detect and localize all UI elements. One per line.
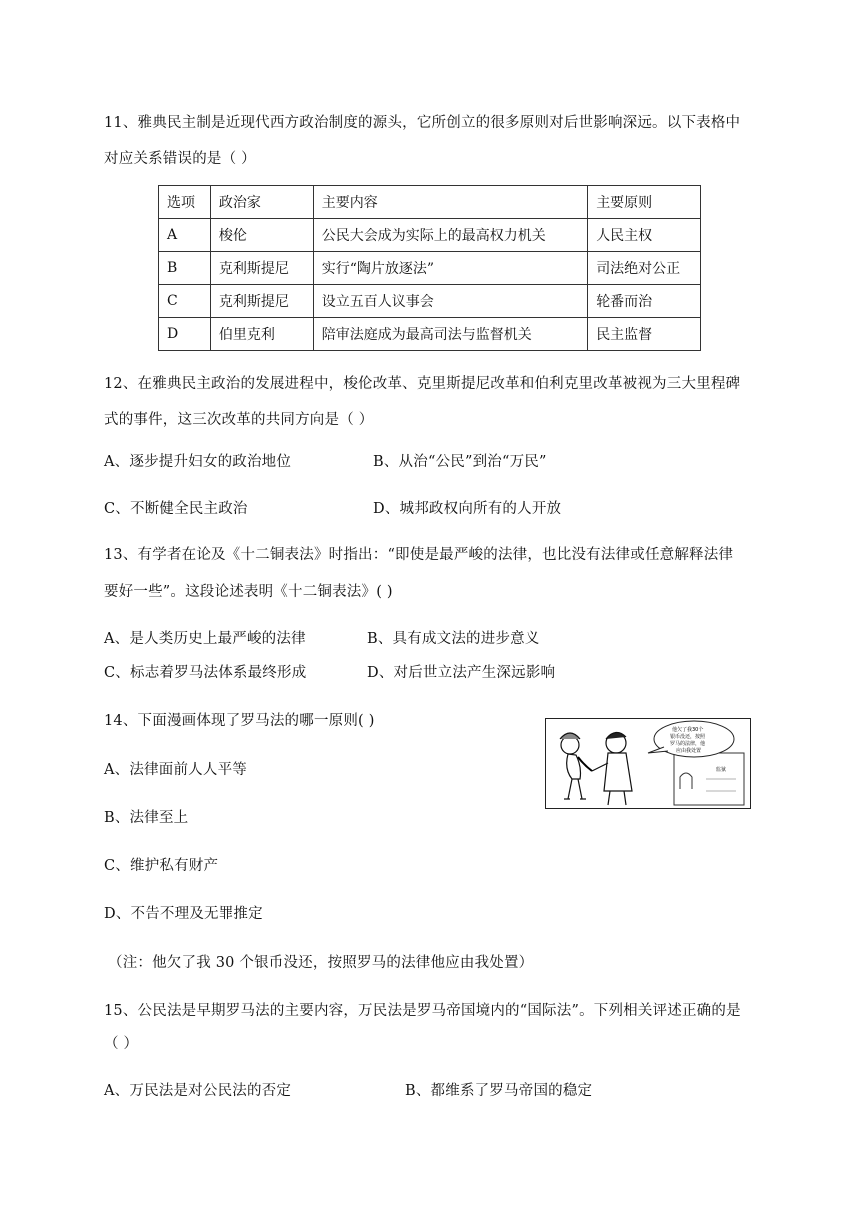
table-cell: 梭伦: [210, 219, 313, 252]
q13-stem-line1: 13、有学者在论及《十二铜表法》时指出：“即使是最严峻的法律，也比没有法律或任意解释法律: [104, 547, 734, 563]
table-header-row: [159, 186, 701, 219]
cartoon-bubble-line4: 应由我处置: [676, 748, 702, 754]
table-cell: 轮番而治: [588, 285, 701, 318]
q14-option-a[interactable]: A、法律面前人人平等: [104, 762, 247, 778]
q13-option-b[interactable]: B、具有成文法的进步意义: [367, 631, 540, 647]
q15-option-b[interactable]: B、都维系了罗马帝国的稳定: [405, 1083, 593, 1099]
q13-stem-line2: 要好一些”。这段论述表明《十二铜表法》( ): [104, 584, 393, 600]
table-cell: D: [159, 318, 211, 351]
table-header-cell: 主要内容: [313, 186, 587, 219]
q15-option-a[interactable]: A、万民法是对公民法的否定: [104, 1083, 292, 1099]
q14-note: （注：他欠了我 30 个银币没还，按照罗马的法律他应由我处置）: [108, 955, 534, 971]
q14-option-c[interactable]: C、维护私有财产: [104, 858, 219, 874]
table-row: [159, 318, 701, 351]
q12-option-c[interactable]: C、不断健全民主政治: [104, 501, 248, 517]
table-header-cell: 主要原则: [588, 186, 701, 219]
table-cell: 实行“陶片放逐法”: [313, 252, 587, 285]
q12-option-b[interactable]: B、从治“公民”到治“万民”: [373, 454, 547, 470]
table-cell: 陪审法庭成为最高司法与监督机关: [313, 318, 587, 351]
table-cell: 司法绝对公正: [588, 252, 701, 285]
q13-option-a[interactable]: A、是人类历史上最严峻的法律: [104, 631, 306, 647]
q11-stem-line2: 对应关系错误的是（ ）: [104, 151, 256, 167]
q12-option-d[interactable]: D、城邦政权向所有的人开放: [373, 501, 562, 517]
q13-option-d[interactable]: D、对后世立法产生深远影响: [367, 665, 556, 681]
q14-option-b[interactable]: B、法律至上: [104, 810, 189, 826]
table-header-cell: 政治家: [210, 186, 313, 219]
table-cell: 公民大会成为实际上的最高权力机关: [313, 219, 587, 252]
cartoon-drawing: [546, 719, 751, 809]
q13-option-c[interactable]: C、标志着罗马法体系最终形成: [104, 665, 307, 681]
table-row: [159, 219, 701, 252]
cartoon-sign-text: 监狱: [716, 767, 727, 773]
cartoon-bubble-line2: 银币没还，按照: [670, 734, 706, 740]
table-cell: 伯里克利: [210, 318, 313, 351]
cartoon-bubble-line1: 他欠了我30个: [672, 727, 704, 733]
cartoon-bubble-line3: 罗马的法律，他: [670, 741, 706, 747]
table-cell: C: [159, 285, 211, 318]
table-cell: 克利斯提尼: [210, 252, 313, 285]
table-row: [159, 252, 701, 285]
roman-law-cartoon: [545, 718, 751, 809]
q12-option-a[interactable]: A、逐步提升妇女的政治地位: [104, 454, 292, 470]
debtor-figure: [560, 733, 586, 799]
q12-stem-line2: 式的事件，这三次改革的共同方向是（ ）: [104, 412, 374, 428]
table-cell: 人民主权: [588, 219, 701, 252]
table-cell: 民主监督: [588, 318, 701, 351]
q12-stem-line1: 12、在雅典民主政治的发展进程中，梭伦改革、克里斯提尼改革和伯利克里改革被视为三大里程碑: [104, 376, 741, 392]
q14-option-d[interactable]: D、不告不理及无罪推定: [104, 906, 263, 922]
table-cell: A: [159, 219, 211, 252]
q15-stem-line1: 15、公民法是早期罗马法的主要内容，万民法是罗马帝国境内的“国际法”。下列相关评述正确的是: [104, 1003, 741, 1019]
q14-stem: 14、下面漫画体现了罗马法的哪一原则( ): [104, 713, 375, 729]
table-cell: 设立五百人议事会: [313, 285, 587, 318]
table-cell: B: [159, 252, 211, 285]
creditor-figure: [592, 732, 632, 805]
table-header-cell: 选项: [159, 186, 211, 219]
q15-stem-line2: （ ）: [104, 1036, 139, 1052]
q11-stem-line1: 11、雅典民主制是近现代西方政治制度的源头，它所创立的很多原则对后世影响深远。以下表格中: [104, 115, 741, 131]
table-row: [159, 285, 701, 318]
q11-table: [158, 185, 701, 351]
table-cell: 克利斯提尼: [210, 285, 313, 318]
